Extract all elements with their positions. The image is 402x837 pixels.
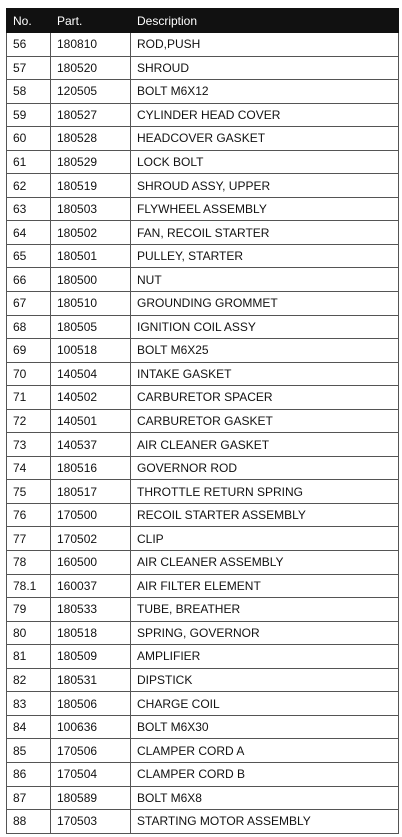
cell-part-number: 180519 <box>51 174 131 198</box>
cell-description: AIR CLEANER ASSEMBLY <box>131 551 399 575</box>
cell-no: 82 <box>7 668 51 692</box>
table-header <box>7 9 399 33</box>
cell-part-number: 180500 <box>51 268 131 292</box>
table-row <box>7 480 399 504</box>
cell-no: 70 <box>7 362 51 386</box>
cell-description: BOLT M6X8 <box>131 786 399 810</box>
cell-part-number: 180517 <box>51 480 131 504</box>
cell-no: 77 <box>7 527 51 551</box>
cell-part-number: 100518 <box>51 339 131 363</box>
cell-description: INTAKE GASKET <box>131 362 399 386</box>
cell-no: 76 <box>7 503 51 527</box>
table-row <box>7 268 399 292</box>
cell-no: 64 <box>7 221 51 245</box>
cell-part-number: 180529 <box>51 150 131 174</box>
table-row <box>7 762 399 786</box>
cell-description: AIR FILTER ELEMENT <box>131 574 399 598</box>
table-row <box>7 739 399 763</box>
cell-part-number: 180510 <box>51 292 131 316</box>
table-row <box>7 103 399 127</box>
cell-part-number: 180509 <box>51 645 131 669</box>
table-row <box>7 621 399 645</box>
cell-description: NUT <box>131 268 399 292</box>
cell-description: FAN, RECOIL STARTER <box>131 221 399 245</box>
cell-part-number: 160500 <box>51 551 131 575</box>
cell-part-number: 180502 <box>51 221 131 245</box>
cell-part-number: 170506 <box>51 739 131 763</box>
table-row <box>7 692 399 716</box>
table-row <box>7 127 399 151</box>
cell-no: 61 <box>7 150 51 174</box>
cell-description: HEADCOVER GASKET <box>131 127 399 151</box>
cell-no: 83 <box>7 692 51 716</box>
cell-part-number: 180520 <box>51 56 131 80</box>
cell-description: SHROUD <box>131 56 399 80</box>
table-row <box>7 150 399 174</box>
table-row <box>7 339 399 363</box>
cell-no: 87 <box>7 786 51 810</box>
cell-part-number: 180518 <box>51 621 131 645</box>
cell-part-number: 140537 <box>51 433 131 457</box>
cell-no: 75 <box>7 480 51 504</box>
cell-description: CLAMPER CORD B <box>131 762 399 786</box>
cell-no: 72 <box>7 409 51 433</box>
cell-part-number: 140504 <box>51 362 131 386</box>
cell-no: 88 <box>7 810 51 834</box>
cell-no: 63 <box>7 197 51 221</box>
cell-part-number: 180501 <box>51 244 131 268</box>
cell-no: 62 <box>7 174 51 198</box>
cell-part-number: 100636 <box>51 715 131 739</box>
cell-no: 85 <box>7 739 51 763</box>
cell-no: 78.1 <box>7 574 51 598</box>
cell-description: AIR CLEANER GASKET <box>131 433 399 457</box>
cell-part-number: 140502 <box>51 386 131 410</box>
cell-description: CARBURETOR SPACER <box>131 386 399 410</box>
cell-part-number: 120505 <box>51 80 131 104</box>
cell-no: 74 <box>7 456 51 480</box>
cell-description: SPRING, GOVERNOR <box>131 621 399 645</box>
cell-part-number: 180589 <box>51 786 131 810</box>
cell-no: 60 <box>7 127 51 151</box>
cell-no: 78 <box>7 551 51 575</box>
cell-part-number: 170502 <box>51 527 131 551</box>
header-row <box>7 9 399 33</box>
cell-part-number: 170503 <box>51 810 131 834</box>
cell-description: AMPLIFIER <box>131 645 399 669</box>
cell-description: PULLEY, STARTER <box>131 244 399 268</box>
cell-description: FLYWHEEL ASSEMBLY <box>131 197 399 221</box>
cell-part-number: 180531 <box>51 668 131 692</box>
table-row <box>7 244 399 268</box>
cell-description: GROUNDING GROMMET <box>131 292 399 316</box>
cell-no: 66 <box>7 268 51 292</box>
table-row <box>7 221 399 245</box>
table-row <box>7 503 399 527</box>
table-row <box>7 456 399 480</box>
cell-description: ROD,PUSH <box>131 33 399 57</box>
cell-part-number: 140501 <box>51 409 131 433</box>
cell-description: LOCK BOLT <box>131 150 399 174</box>
table-row <box>7 527 399 551</box>
table-row <box>7 715 399 739</box>
cell-description: TUBE, BREATHER <box>131 598 399 622</box>
table-row <box>7 668 399 692</box>
cell-no: 80 <box>7 621 51 645</box>
cell-description: CLAMPER CORD A <box>131 739 399 763</box>
cell-part-number: 170504 <box>51 762 131 786</box>
table-row <box>7 786 399 810</box>
cell-description: STARTING MOTOR ASSEMBLY <box>131 810 399 834</box>
cell-description: GOVERNOR ROD <box>131 456 399 480</box>
table-row <box>7 810 399 834</box>
table-row <box>7 362 399 386</box>
cell-no: 68 <box>7 315 51 339</box>
cell-description: CARBURETOR GASKET <box>131 409 399 433</box>
table-row <box>7 409 399 433</box>
cell-part-number: 180506 <box>51 692 131 716</box>
parts-list <box>6 8 398 834</box>
cell-description: BOLT M6X25 <box>131 339 399 363</box>
cell-no: 59 <box>7 103 51 127</box>
cell-description: CHARGE COIL <box>131 692 399 716</box>
table-row <box>7 80 399 104</box>
cell-part-number: 170500 <box>51 503 131 527</box>
cell-no: 86 <box>7 762 51 786</box>
cell-part-number: 180810 <box>51 33 131 57</box>
cell-no: 58 <box>7 80 51 104</box>
cell-no: 71 <box>7 386 51 410</box>
cell-part-number: 180516 <box>51 456 131 480</box>
table-row <box>7 574 399 598</box>
table-row <box>7 292 399 316</box>
cell-no: 84 <box>7 715 51 739</box>
table-row <box>7 315 399 339</box>
cell-description: IGNITION COIL ASSY <box>131 315 399 339</box>
table-row <box>7 197 399 221</box>
cell-description: CYLINDER HEAD COVER <box>131 103 399 127</box>
cell-part-number: 180533 <box>51 598 131 622</box>
cell-description: RECOIL STARTER ASSEMBLY <box>131 503 399 527</box>
table-row <box>7 645 399 669</box>
cell-part-number: 180503 <box>51 197 131 221</box>
table-row <box>7 551 399 575</box>
cell-description: DIPSTICK <box>131 668 399 692</box>
column-header-description: Description <box>131 9 399 33</box>
table-body <box>7 33 399 834</box>
table-row <box>7 433 399 457</box>
cell-description: BOLT M6X30 <box>131 715 399 739</box>
cell-no: 81 <box>7 645 51 669</box>
cell-description: THROTTLE RETURN SPRING <box>131 480 399 504</box>
cell-description: CLIP <box>131 527 399 551</box>
cell-no: 56 <box>7 33 51 57</box>
table-row <box>7 598 399 622</box>
cell-no: 57 <box>7 56 51 80</box>
column-header-no: No. <box>7 9 51 33</box>
table-row <box>7 386 399 410</box>
column-header-part: Part. <box>51 9 131 33</box>
table-row <box>7 33 399 57</box>
cell-part-number: 180528 <box>51 127 131 151</box>
table-row <box>7 56 399 80</box>
cell-description: BOLT M6X12 <box>131 80 399 104</box>
cell-part-number: 180527 <box>51 103 131 127</box>
cell-no: 79 <box>7 598 51 622</box>
table-row <box>7 174 399 198</box>
parts-table <box>6 8 399 834</box>
cell-no: 65 <box>7 244 51 268</box>
cell-no: 73 <box>7 433 51 457</box>
cell-part-number: 160037 <box>51 574 131 598</box>
cell-part-number: 180505 <box>51 315 131 339</box>
cell-no: 69 <box>7 339 51 363</box>
cell-no: 67 <box>7 292 51 316</box>
cell-description: SHROUD ASSY, UPPER <box>131 174 399 198</box>
